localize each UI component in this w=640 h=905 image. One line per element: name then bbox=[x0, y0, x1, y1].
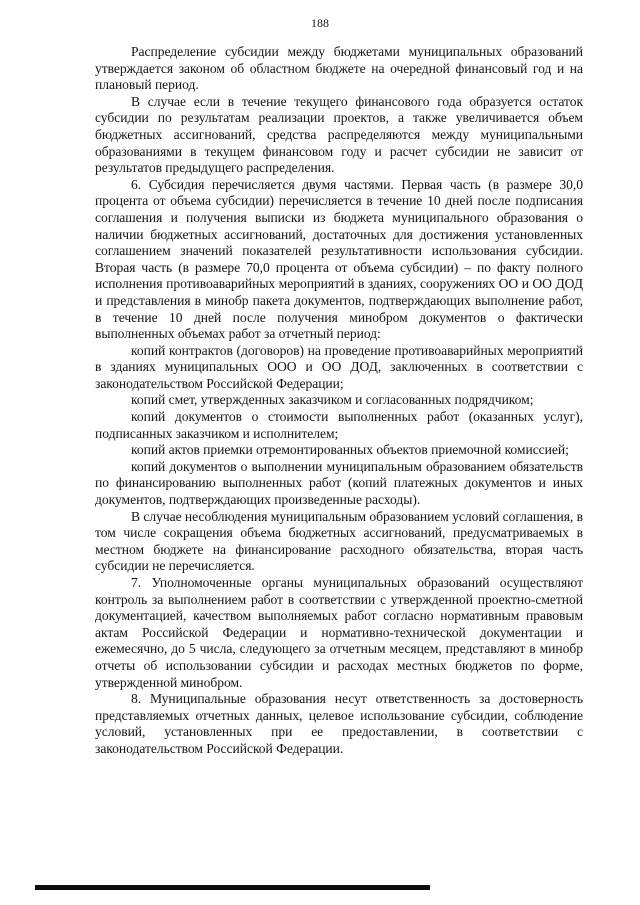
paragraph-subsidy-distribution: Распределение субсидии между бюджетами муниципальных образований утверждается законом об областном бюджете на очередной финансовый год и на плановый период. bbox=[95, 44, 583, 93]
paragraph-noncompliance: В случае несоблюдения муниципальным образованием условий соглашения, в том числе сокращения объема бюджетных ассигнований, предусматриваемых в местном бюджете на финансирование расходного обязательства, вторая часть субсидии не перечисляется. bbox=[95, 508, 583, 574]
paragraph-item-8: 8. Муниципальные образования несут ответственность за достоверность представляемых отчетных данных, целевое использование субсидии, соблюдение условий, установленных при ее предоставлении, в соответствии с законодательством Российской Федерации. bbox=[95, 691, 583, 756]
paragraph-remaining-subsidy: В случае если в течение текущего финансового года образуется остаток субсидии по результатам реализации проектов, а также увеличивается объем бюджетных ассигнований, средства распределяются между муниципальными образованиями в текущем финансовом году и расчет субсидии не зависит от результатов предыдущего распределения. bbox=[95, 93, 583, 176]
list-item-contracts: копий контрактов (договоров) на проведение противоаварийных мероприятий в зданиях муниципальных ООО и ОО ДОД, заключенных в соответствии с законодательством Российской Федерации; bbox=[95, 342, 583, 391]
page-number: 188 bbox=[311, 16, 329, 30]
bottom-rule bbox=[35, 885, 430, 890]
list-item-cost-documents: копий документов о стоимости выполненных работ (оказанных услуг), подписанных заказчиком и исполнителем; bbox=[95, 409, 583, 441]
list-item-payment-documents: копий документов о выполнении муниципальным образованием обязательств по финансированию выполненных работ (копий платежных документов и иных документов, подтверждающих произведенные расходы). bbox=[95, 458, 583, 508]
document-body bbox=[95, 44, 583, 758]
paragraph-item-6: 6. Субсидия перечисляется двумя частями. Первая часть (в размере 30,0 процента от объема субсидии) перечисляется в течение 10 дней после подписания соглашения и получения выписки из бюджета муниципального образования о наличии бюджетных ассигнований, достаточных для достижения установленных соглашением значений показателей результативности использования субсидии. Вторая часть (в размере 70,0 процента от объема субсидии) – по факту полного исполнения противоаварийных мероприятий в зданиях, сооружениях ОО и ОО ДОД и представления в минобр пакета документов, подтверждающих выполнение работ, в течение 10 дней после получения минобром документов о фактически выполненных объемах работ за отчетный период: bbox=[95, 176, 583, 342]
paragraph-item-7: 7. Уполномоченные органы муниципальных образований осуществляют контроль за выполнением работ в соответствии с утвержденной проектно-сметной документацией, качеством выполняемых работ согласно нормативным правовым актам Российской Федерации и нормативно-технической документации и ежемесячно, до 5 числа, следующего за отчетным месяцем, представляют в минобр отчеты об использовании субсидии и расходах местных бюджетов по форме, утвержденной минобром. bbox=[95, 575, 583, 690]
list-item-estimates: копий смет, утвержденных заказчиком и согласованных подрядчиком; bbox=[131, 392, 534, 408]
list-item-acceptance-acts: копий актов приемки отремонтированных объектов приемочной комиссией; bbox=[131, 442, 569, 458]
